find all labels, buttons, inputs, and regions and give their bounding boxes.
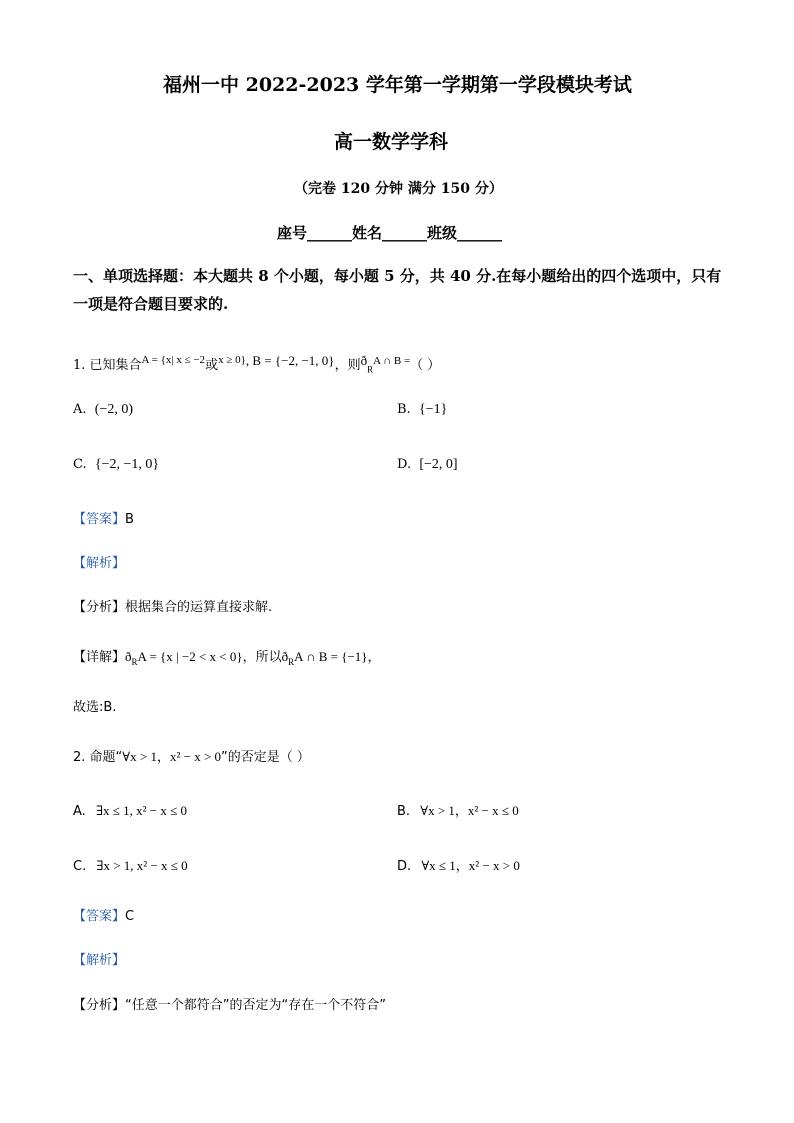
q1-set-a2: x ≥ 0} [218, 354, 246, 366]
q2-option-a [73, 800, 187, 819]
sub-r: R [131, 657, 138, 668]
answer-value: B [125, 512, 134, 527]
fenxi-label: 【分析】 [73, 600, 126, 615]
xiangjie-label: 【详解】 [73, 650, 126, 665]
complement-symbol: ð [125, 649, 132, 664]
section-heading: 一、单项选择题：本大题共 8 个小题，每小题 5 分，共 40 分.在每小题给出的四个选项中，只有一项是符合题目要求的. [73, 267, 722, 313]
fenxi-label: 【分析】 [73, 998, 126, 1013]
option-value: {−1} [418, 402, 448, 417]
option-value: {−2, −1, 0} [94, 457, 160, 472]
xiangjie-end: ， [367, 650, 381, 665]
option-label: C. [73, 457, 87, 472]
fenxi-text: 根据集合的运算直接求解. [125, 600, 273, 615]
fenxi-text: “任意一个都符合”的否定为“存在一个不符合” [125, 998, 386, 1013]
q1-answer [73, 508, 134, 527]
answer-value: C [125, 909, 135, 924]
q1-then: ，则 [334, 358, 361, 373]
page-title: 福州一中 2022-2023 学年第一学期第一学段模块考试 [163, 74, 632, 96]
q2-answer [73, 905, 134, 924]
q2-prefix: 2. 命题“ [73, 750, 123, 765]
q1-set-b: , B = {−2, −1, 0} [245, 353, 335, 368]
q1-sub-r: R [367, 364, 374, 375]
option-value: ∃x ≤ 1, x² − x ≤ 0 [95, 803, 188, 818]
q1-complement: ð [360, 353, 368, 368]
q1-conclusion: 故选:B. [73, 700, 117, 715]
q1-xiangjie [73, 646, 381, 667]
answer-label: 【答案】 [73, 909, 126, 924]
q2-option-c [73, 855, 188, 874]
q1-fenxi [73, 596, 272, 615]
q1-or: 或 [205, 358, 219, 373]
exam-info: （完卷 120 分钟 满分 150 分） [294, 181, 503, 197]
question-2-stem [73, 746, 310, 765]
question-1-stem [73, 354, 440, 375]
answer-label: 【答案】 [73, 512, 126, 527]
q1-paren: （ ） [410, 358, 441, 373]
q1-option-c [73, 457, 159, 473]
q1-option-d [397, 457, 458, 473]
option-label: B. [397, 804, 411, 819]
option-value: (−2, 0) [94, 402, 134, 417]
sub-r: R [288, 657, 295, 668]
student-fields: 座号______姓名______班级______ [277, 224, 503, 242]
option-value: ∀x > 1，x² − x ≤ 0 [420, 803, 519, 818]
q1-analysis-label: 【解析】 [73, 556, 126, 571]
xiangjie-mid: ，所以 [242, 650, 282, 665]
q2-fenxi [73, 994, 386, 1013]
q2-suffix: ”的否定是（ ） [221, 750, 310, 765]
option-label: A. [73, 804, 86, 819]
q1-option-b [397, 402, 447, 418]
q2-math: ∀x > 1，x² − x > 0 [122, 749, 222, 764]
option-label: A. [73, 402, 87, 417]
q2-analysis-label: 【解析】 [73, 953, 126, 968]
xiangjie-set: A = {x | −2 < x < 0} [137, 649, 243, 664]
q2-option-d [397, 855, 520, 874]
option-value: ∃x > 1, x² − x ≤ 0 [96, 858, 188, 873]
option-label: D. [397, 859, 412, 874]
xiangjie-result: A ∩ B = {−1} [294, 649, 368, 664]
q1-option-a [73, 402, 133, 418]
option-value: [−2, 0] [419, 457, 458, 472]
q1-prefix: 1. 已知集合 [73, 358, 142, 373]
option-label: B. [397, 402, 411, 417]
subject-title: 高一数学学科 [334, 131, 449, 153]
complement-symbol: ð [281, 649, 289, 664]
q2-option-b [397, 800, 519, 819]
q1-set-a: A = {x| x ≤ −2 [141, 354, 206, 366]
option-label: D. [397, 457, 412, 472]
option-label: C. [73, 859, 87, 874]
q1-expr: A ∩ B = [373, 355, 411, 367]
option-value: ∀x ≤ 1，x² − x > 0 [421, 858, 520, 873]
